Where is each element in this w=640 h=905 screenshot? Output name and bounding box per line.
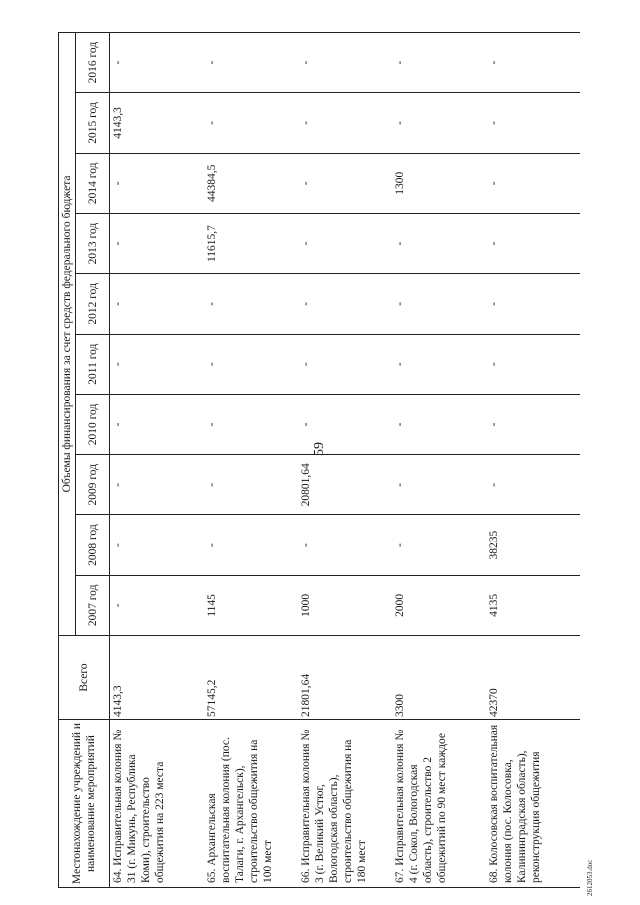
row-cell: - — [298, 153, 392, 213]
row-cell: - — [298, 213, 392, 273]
row-cell: 4135 — [486, 575, 580, 635]
row-cell: - — [298, 32, 392, 92]
row-name: 67. Исправительная колония № 4 (г. Сокол, Вологодская область), строительство 2 общежитий по 90 мест каждое — [392, 720, 486, 888]
page-number: 59 — [312, 442, 327, 456]
row-cell: 1145 — [204, 575, 298, 635]
row-cell: - — [204, 394, 298, 454]
funding-table — [58, 32, 580, 888]
row-cell: - — [298, 334, 392, 394]
row-cell: - — [204, 274, 298, 334]
row-cell: - — [110, 32, 204, 92]
row-cell: - — [392, 455, 486, 515]
table-row — [110, 32, 204, 887]
header-year-2013: 2013 год — [76, 213, 110, 273]
row-cell: - — [392, 515, 486, 575]
row-cell: 20801,64 — [298, 455, 392, 515]
row-name: 64. Исправительная колония № 31 (г. Микунь, Республика Коми), строительство общежития на 223 места — [110, 720, 204, 888]
footer-code: 2612053.doc — [586, 859, 594, 896]
row-cell: - — [298, 93, 392, 153]
row-cell: 2000 — [392, 575, 486, 635]
row-cell: - — [392, 93, 486, 153]
row-cell: - — [392, 274, 486, 334]
row-cell: 1300 — [392, 153, 486, 213]
row-cell: - — [110, 394, 204, 454]
row-cell: 1000 — [298, 575, 392, 635]
row-cell: - — [204, 93, 298, 153]
row-cell: - — [110, 213, 204, 273]
header-year-2008: 2008 год — [76, 515, 110, 575]
table-row — [486, 32, 580, 887]
row-cell: - — [110, 334, 204, 394]
row-cell: - — [298, 515, 392, 575]
header-year-2011: 2011 год — [76, 334, 110, 394]
row-name: 66. Исправительная колония № 3 (г. Великий Устюг, Вологодская область), строительство общежития на 180 мест — [298, 720, 392, 888]
row-name: 65. Архангельская воспитательная колония (пос. Талаги, г. Архангельск), строительство общежития на 100 мест — [204, 720, 298, 888]
row-cell: - — [110, 153, 204, 213]
row-cell: - — [204, 32, 298, 92]
header-year-2007: 2007 год — [76, 575, 110, 635]
row-cell: - — [486, 274, 580, 334]
header-year-2015: 2015 год — [76, 93, 110, 153]
row-cell: - — [298, 274, 392, 334]
row-cell: 38235 — [486, 515, 580, 575]
row-cell: - — [204, 515, 298, 575]
row-cell: - — [392, 213, 486, 273]
row-cell: - — [486, 93, 580, 153]
row-cell: - — [204, 334, 298, 394]
row-cell: - — [486, 334, 580, 394]
header-year-2016: 2016 год — [76, 32, 110, 92]
row-cell: - — [392, 394, 486, 454]
row-total: 42370 — [486, 636, 580, 720]
header-year-2012: 2012 год — [76, 274, 110, 334]
row-cell: - — [110, 274, 204, 334]
row-total: 57145,2 — [204, 636, 298, 720]
row-cell: - — [486, 213, 580, 273]
row-cell: - — [486, 153, 580, 213]
row-cell: - — [392, 32, 486, 92]
header-name: Местонахождение учреждений и наименование мероприятий — [59, 720, 110, 888]
row-cell: - — [486, 32, 580, 92]
header-year-2009: 2009 год — [76, 455, 110, 515]
row-cell: - — [298, 394, 392, 454]
row-cell: 4143,3 — [110, 93, 204, 153]
header-year-2010: 2010 год — [76, 394, 110, 454]
table-row — [392, 32, 486, 887]
row-total: 21801,64 — [298, 636, 392, 720]
row-cell: - — [204, 455, 298, 515]
rotated-table-container — [58, 33, 580, 888]
row-cell: 44384,5 — [204, 153, 298, 213]
header-total: Всего — [59, 636, 110, 720]
row-name: 68. Колосовская воспитательная колония (пос. Колосовка, Калининградская область), реконструкция общежития — [486, 720, 580, 888]
row-total: 4143,3 — [110, 636, 204, 720]
table-row — [204, 32, 298, 887]
header-year-2014: 2014 год — [76, 153, 110, 213]
row-total: 3300 — [392, 636, 486, 720]
header-group-title: Объемы финансирования за счет средств федерального бюджета — [59, 32, 76, 635]
row-cell: 11615,7 — [204, 213, 298, 273]
row-cell: - — [110, 575, 204, 635]
row-cell: - — [110, 455, 204, 515]
row-cell: - — [486, 455, 580, 515]
row-cell: - — [392, 334, 486, 394]
row-cell: - — [110, 515, 204, 575]
table-row — [298, 32, 392, 887]
row-cell: - — [486, 394, 580, 454]
